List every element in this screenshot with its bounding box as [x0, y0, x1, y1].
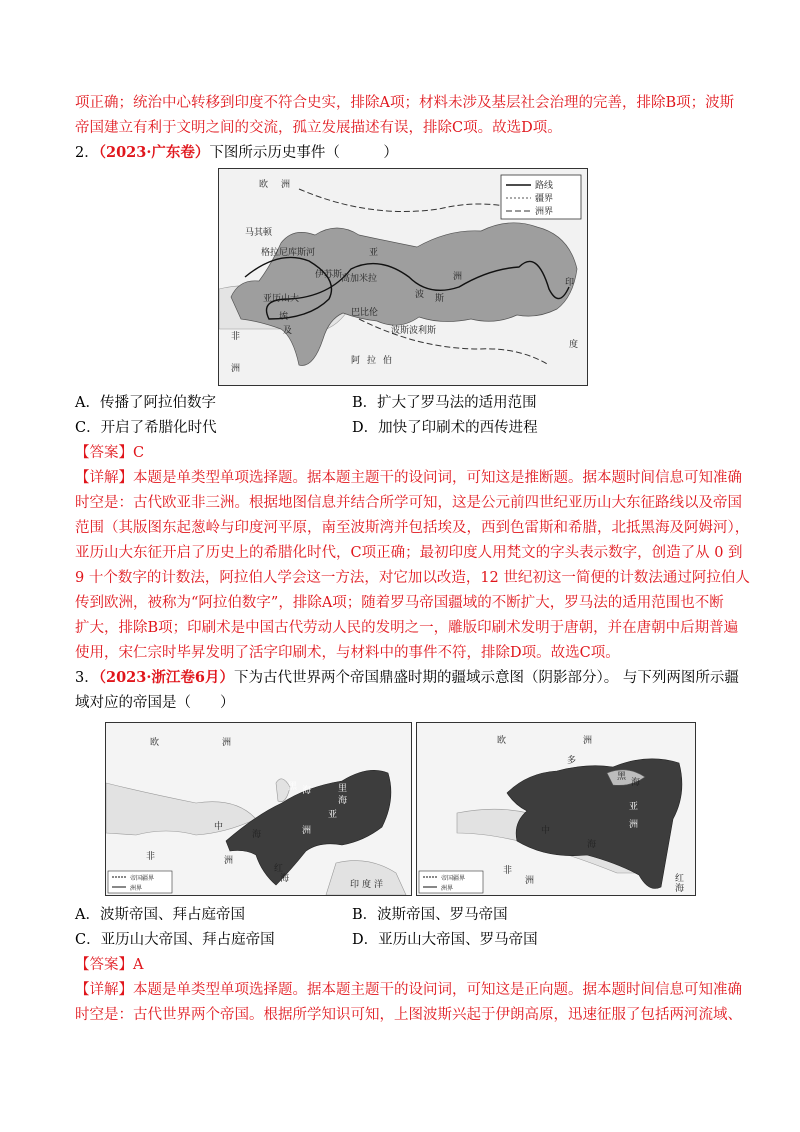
q2-label-granicus: 格拉尼库斯河 [261, 248, 316, 258]
q2-detail-line-6: 传到欧洲，被称为“阿拉伯数字”，排除A项；随着罗马帝国疆域的不断扩大，罗马法的适用范围也不断 [75, 595, 724, 611]
q2-stem-text: 下图所示历史事件（ ） [209, 145, 398, 161]
q3-source: （2023·浙江卷6月） [98, 669, 234, 686]
q2-label-eu2: 洲 [281, 180, 291, 190]
q2-label-in2: 度 [569, 340, 579, 350]
svg-text:里: 里 [338, 784, 348, 794]
q3-option-a[interactable]: A．波斯帝国、拜占庭帝国 [75, 907, 245, 923]
svg-text:红: 红 [274, 864, 284, 874]
q3-stem-line-2: 域对应的帝国是（ ） [75, 695, 235, 711]
svg-text:非: 非 [146, 852, 156, 862]
q2-legend-route: 路线 [535, 181, 554, 191]
q2-legend-boundary: 疆界 [535, 194, 554, 204]
q2-label-macedon: 马其顿 [245, 228, 273, 238]
svg-text:中: 中 [541, 826, 551, 836]
svg-text:海: 海 [280, 874, 290, 884]
q3-detail-line-2: 时空是：古代世界两个帝国。根据所学知识可知，上图波斯兴起于伊朗高原，迅速征服了包括两河流域、 [75, 1007, 742, 1023]
q2-detail-line-4: 亚历山大东征开启了历史上的希腊化时代，C项正确；最初印度人用梵文的字头表示数字，创造了从 0 到 [75, 545, 743, 561]
svg-text:亚: 亚 [328, 810, 338, 820]
q2-detail-line-7: 扩大，排除B项；印刷术是中国古代劳动人民的发明之一，雕版印刷术发明于唐朝，并在唐朝中后期普遍 [75, 620, 739, 636]
q2-map-alexander [218, 168, 588, 386]
svg-text:洲: 洲 [302, 826, 312, 836]
svg-text:海: 海 [631, 778, 641, 788]
q2-detail-line-3: 范围（其版图东起葱岭与印度河平原，南至波斯湾并包括埃及，西到色雷斯和希腊，北抵黑海及阿姆河）， [75, 520, 750, 536]
q3-stem-line-1 [75, 668, 739, 688]
q2-label-persia1: 波 [415, 290, 425, 300]
svg-text:红: 红 [675, 874, 685, 884]
svg-text:洲: 洲 [583, 736, 593, 746]
q2-detail-line-5: 9 十个数字的计数法，阿拉伯人学会这一方法，对它加以改造，12 世纪初这一简便的计数法通过阿拉伯人 [75, 570, 750, 586]
q2-option-b[interactable]: B．扩大了罗马法的适用范围 [352, 395, 537, 411]
q3-stem-text: 下为古代世界两个帝国鼎盛时期的疆域示意图（阴影部分）。 与下列两图所示疆 [233, 670, 739, 686]
svg-text:印: 印 [350, 880, 360, 890]
q2-detail-tag: 【详解】 [75, 470, 133, 486]
q2-detail-line-2: 时空是：古代欧亚非三洲。根据地图信息并结合所学可知，这是公元前四世纪亚历山大东征路线以及帝国 [75, 495, 742, 511]
q2-label-eu1: 欧 [259, 180, 269, 190]
q3-right-legend-1: 帝国疆界 [441, 875, 466, 882]
svg-text:中: 中 [214, 822, 224, 832]
q2-label-persepolis: 波斯波利斯 [391, 326, 437, 336]
svg-text:洲: 洲 [224, 856, 234, 866]
svg-text:黑: 黑 [288, 782, 298, 792]
q2-number: 2． [75, 145, 99, 161]
svg-text:洲: 洲 [629, 820, 639, 830]
q2-legend-continent-line: 洲界 [535, 207, 554, 217]
svg-text:海: 海 [252, 830, 262, 840]
q2-label-egypt1: 埃 [279, 312, 289, 322]
svg-text:洲: 洲 [525, 876, 535, 886]
q2-label-issus: 伊苏斯 [315, 270, 343, 280]
q3-right-legend-2: 洲界 [441, 885, 454, 892]
svg-text:黑: 黑 [617, 772, 627, 782]
q2-label-ar2: 拉 [367, 356, 377, 366]
svg-text:洋: 洋 [374, 880, 384, 890]
q2-label-alexandria: 亚历山大 [263, 294, 300, 304]
q2-label-asia2: 洲 [453, 272, 463, 282]
q3-option-d[interactable]: D．亚历山大帝国、罗马帝国 [352, 932, 538, 948]
svg-text:海: 海 [302, 786, 312, 796]
q2-label-ar3: 伯 [383, 356, 393, 366]
svg-text:度: 度 [362, 880, 372, 890]
q3-number: 3． [75, 670, 99, 686]
svg-text:非: 非 [503, 866, 513, 876]
q2-label-asia1: 亚 [369, 248, 379, 258]
q2-answer: 【答案】C [75, 445, 145, 461]
q2-map-svg [219, 169, 587, 385]
q2-option-c[interactable]: C．开启了希腊化时代 [75, 420, 217, 436]
q2-option-a[interactable]: A．传播了阿拉伯数字 [75, 395, 216, 411]
q3-map-right [416, 722, 696, 896]
q2-label-af2: 洲 [231, 364, 241, 374]
q2-detail-line-8: 使用，宋仁宗时毕昇发明了活字印刷术，与材料中的事件不符，排除D项。故选C项。 [75, 645, 620, 661]
q2-detail-line-1: 【详解】本题是单类型单项选择题。据本题主题干的设问词，可知这是推断题。据本题时间信息可知准确 [75, 470, 742, 486]
svg-text:海: 海 [338, 796, 348, 806]
q3-option-b[interactable]: B．波斯帝国、罗马帝国 [352, 907, 508, 923]
q3-map-left [105, 722, 412, 896]
svg-text:欧: 欧 [497, 736, 507, 746]
svg-text:亚: 亚 [629, 802, 639, 812]
q2-label-gaugamela: 高加米拉 [341, 274, 378, 284]
q2-label-egypt2: 及 [283, 326, 293, 336]
q2-label-af1: 非 [231, 332, 241, 342]
q2-label-in1: 印 [565, 278, 575, 288]
svg-text:海: 海 [675, 884, 685, 894]
svg-text:海: 海 [587, 840, 597, 850]
intro-line-2: 帝国建立有利于文明之间的交流，孤立发展描述有误，排除C项。故选D项。 [75, 120, 562, 136]
svg-text:多: 多 [567, 756, 577, 766]
q3-detail-line-1: 【详解】本题是单类型单项选择题。据本题主题干的设问词，可知这是正向题。据本题时间信息可知准确 [75, 982, 742, 998]
q2-label-ar1: 阿 [351, 356, 361, 366]
q3-detail-tag: 【详解】 [75, 982, 133, 998]
q2-label-persia2: 斯 [435, 294, 445, 304]
q2-source: （2023·广东卷） [98, 144, 210, 161]
q2-option-d[interactable]: D．加快了印刷术的西传进程 [352, 420, 538, 436]
intro-line-1: 项正确；统治中心转移到印度不符合史实，排除A项；材料未涉及基层社会治理的完善，排除B项；波斯 [75, 95, 735, 111]
q2-stem [75, 143, 735, 163]
svg-text:洲: 洲 [222, 738, 232, 748]
q3-left-legend-2: 洲界 [130, 885, 143, 892]
q3-answer: 【答案】A [75, 957, 144, 973]
svg-text:欧: 欧 [150, 738, 160, 748]
q3-option-c[interactable]: C．亚历山大帝国、拜占庭帝国 [75, 932, 275, 948]
q3-left-legend-1: 帝国疆界 [130, 875, 155, 882]
q2-label-babylon: 巴比伦 [351, 308, 379, 318]
